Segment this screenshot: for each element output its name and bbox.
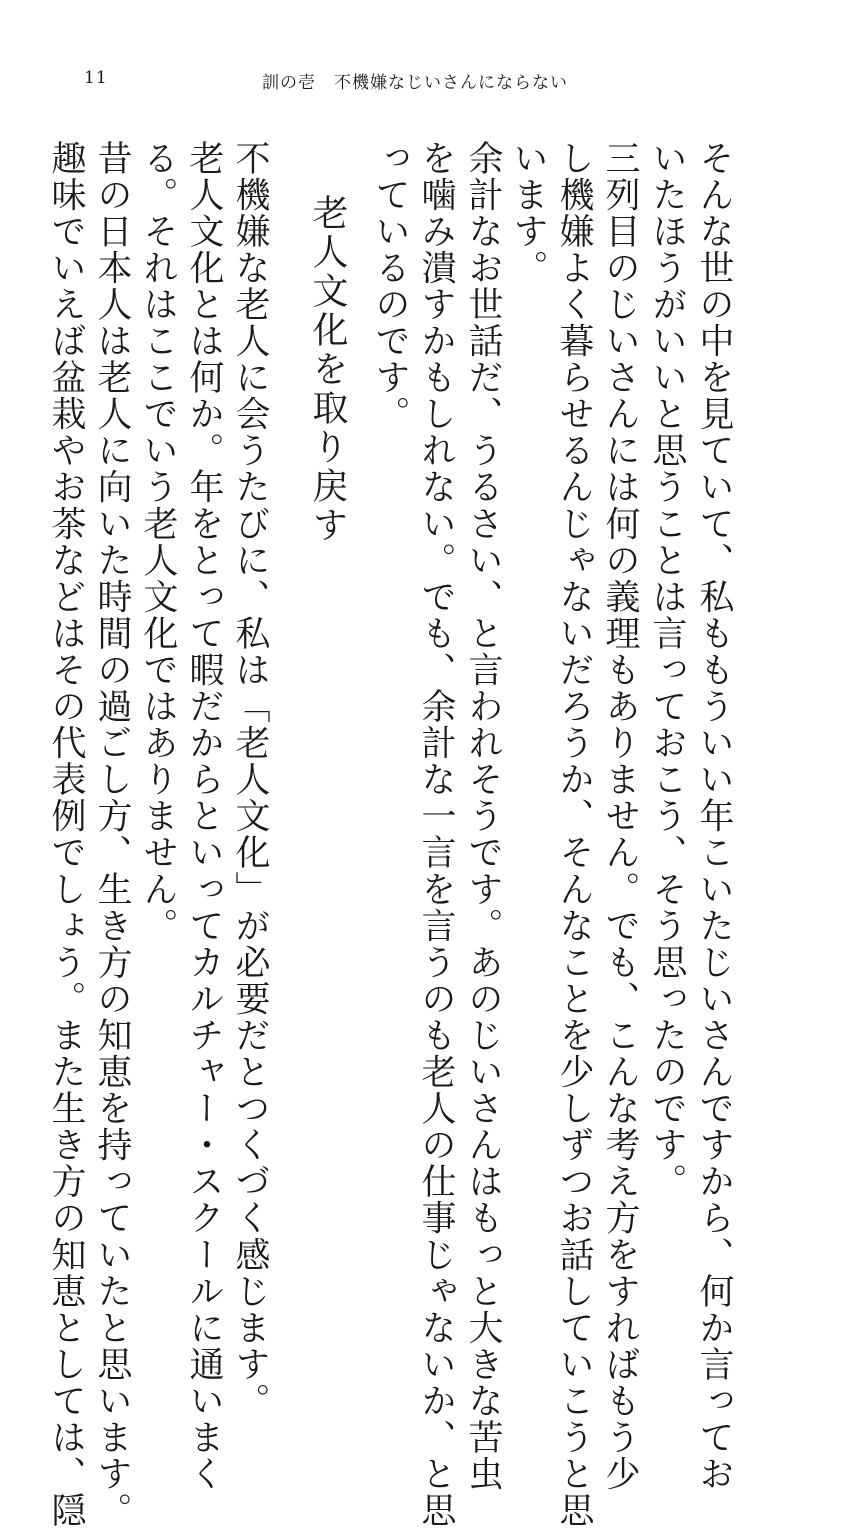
text-column-9: 不機嫌な老人に会うたびに、私は「老人文化」が必要だとつくづく感じます。 [230, 140, 270, 1420]
running-title: 訓の壱 不機嫌なじいさんにならない [262, 73, 568, 93]
text-column-4: し機嫌よく暮らせるんじゃないだろうか、そんなことを少しずつお話していこうと思 [554, 140, 594, 1529]
text-column-8: っているのです。 [370, 140, 410, 433]
text-column-1: そんな世の中を見ていて、私ももういい年こいたじいさんですから、何か言ってお [694, 140, 734, 1493]
text-column-7: を噛み潰すかもしれない。でも、余計な一言を言うのも老人の仕事じゃないか、と思 [416, 140, 456, 1529]
section-heading: 老人文化を取り戻す [307, 194, 348, 545]
text-column-12: 昔の日本人は老人に向いた時間の過ごし方、生き方の知恵を持っていたと思います。 [92, 140, 132, 1529]
text-column-5: います。 [508, 140, 548, 287]
page-header [0, 68, 841, 98]
text-column-13: 趣味でいえば盆栽やお茶などはその代表例でしょう。また生き方の知恵としては、隠 [46, 140, 86, 1529]
text-column-10: 老人文化とは何か。年をとって暇だからといってカルチャー・スクールに通いまく [184, 140, 224, 1493]
text-column-2: いたほうがいいと思うことは言っておこう、そう思ったのです。 [647, 140, 687, 1200]
page-number: 11 [84, 68, 108, 88]
text-column-6: 余計なお世話だ、うるさい、と言われそうです。あのじいさんはもっと大きな苦虫 [463, 140, 503, 1493]
text-column-11: る。それはここでいう老人文化ではありません。 [138, 140, 178, 945]
text-column-3: 三列目のじいさんには何の義理もありません。でも、こんな考え方をすればもう少 [600, 140, 640, 1493]
